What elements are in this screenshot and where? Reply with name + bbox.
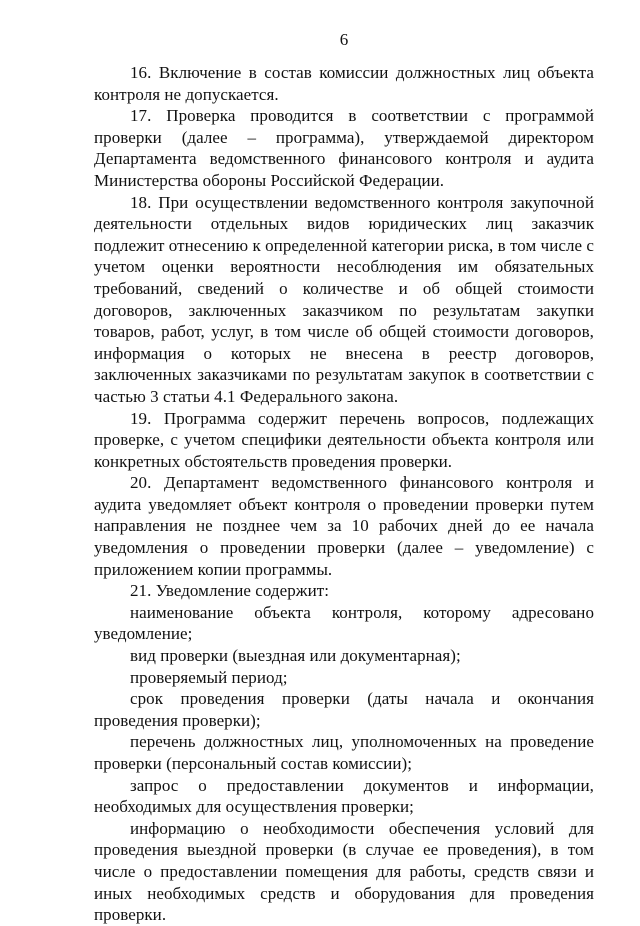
paragraph-18: 18. При осуществлении ведомственного контроля закупочной деятельности отдельных видов юридических лиц заказчик подлежит отнесению к определенной категории риска, в том числе с учетом оценки вероятности несоблюдения им обязательных требований, сведений о количестве и об общей стоимости договоров, заключенных заказчиком по результатам закупки товаров, работ, услуг, в том числе об общей стоимости договоров, информация о которых не внесена в реестр договоров, заключенных заказчиками по результатам закупок в соответствии с частью 3 статьи 4.1 Федерального закона.	[94, 192, 594, 406]
list-item-object-name: наименование объекта контроля, которому адресовано уведомление;	[94, 602, 594, 644]
list-item-dates: срок проведения проверки (даты начала и окончания проведения проверки);	[94, 689, 594, 730]
paragraph-17: 17. Проверка проводится в соответствии с программой проверки (далее – программа), утверждаемой директором Департамента ведомственного финансового контроля и аудита Министерства обороны Российской Федерации.	[94, 106, 594, 190]
paragraph-16: 16. Включение в состав комиссии должностных лиц объекта контроля не допускается.	[94, 63, 594, 104]
list-item-inspection-type: вид проверки (выездная или документарная);	[130, 646, 461, 666]
list-item-documents-request: запрос о предоставлении документов и информации, необходимых для осуществления проверки;	[94, 775, 594, 817]
page-number: 6	[339, 30, 349, 49]
paragraph-19: 19. Программа содержит перечень вопросов, подлежащих проверке, с учетом специфики деятельности объекта контроля или конкретных обстоятельств проведения проверки.	[94, 408, 594, 471]
list-item-officials: перечень должностных лиц, уполномоченных на проведение проверки (персональный состав комиссии);	[94, 732, 594, 773]
paragraph-21: 21. Уведомление содержит:	[130, 581, 329, 601]
list-item-period: проверяемый период;	[130, 667, 288, 687]
paragraph-20: 20. Департамент ведомственного финансового контроля и аудита уведомляет объект контроля о проведении проверки путем направления не позднее чем за 10 рабочих дней до ее начала уведомления о проведении проверки (далее – уведомление) с приложением копии программы.	[94, 473, 594, 579]
list-item-conditions: информацию о необходимости обеспечения условий для проведения выездной проверки (в случае ее проведения), в том числе о предоставлении помещения для работы, средств связи и иных необходимых средств и оборудования для проведения проверки.	[94, 818, 594, 925]
